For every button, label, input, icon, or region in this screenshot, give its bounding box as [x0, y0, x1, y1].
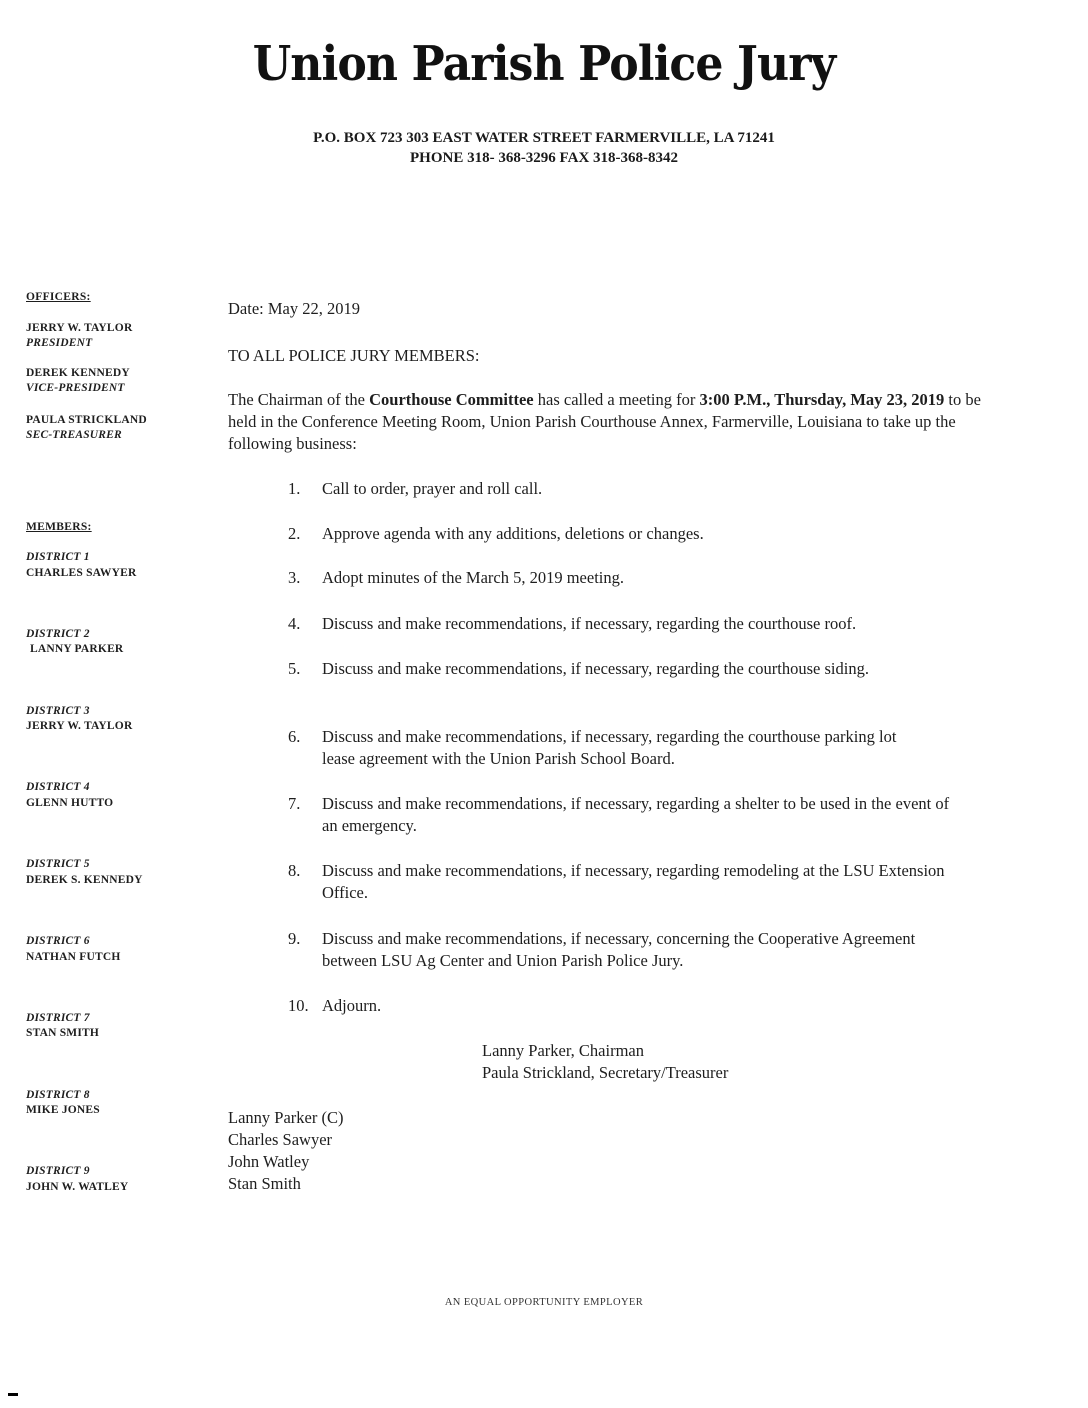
- member-district: DISTRICT 9: [26, 1165, 90, 1177]
- agenda-item: Adjourn.: [322, 996, 382, 1015]
- agenda-number: 1.: [288, 479, 301, 498]
- committee-member: John Watley: [228, 1152, 310, 1171]
- agenda-number: 8.: [288, 861, 301, 880]
- letterhead-phone-fax: PHONE 318- 368-3296 FAX 318-368-8342: [409, 150, 679, 166]
- member-name: DEREK S. KENNEDY: [26, 874, 143, 886]
- committee-member: Lanny Parker (C): [228, 1108, 344, 1127]
- member-district: DISTRICT 8: [26, 1089, 90, 1101]
- letterhead-address: P.O. BOX 723 303 EAST WATER STREET FARMERVILLE, LA 71241: [313, 130, 775, 146]
- member-name: STAN SMITH: [26, 1027, 100, 1039]
- intro-text: has called a meeting for: [533, 390, 700, 409]
- agenda-number: 9.: [288, 929, 301, 948]
- intro-text: The Chairman of the: [228, 390, 370, 409]
- agenda-number: 7.: [288, 794, 301, 813]
- officer-name: JERRY W. TAYLOR: [26, 322, 133, 334]
- committee-member: Stan Smith: [228, 1174, 301, 1193]
- member-name: GLENN HUTTO: [26, 797, 114, 809]
- scan-edge-mark: [8, 1393, 18, 1396]
- footer-equal-opportunity: AN EQUAL OPPORTUNITY EMPLOYER: [444, 1297, 644, 1308]
- member-name: JOHN W. WATLEY: [26, 1181, 129, 1193]
- committee-name: Courthouse Committee: [369, 390, 534, 409]
- signature-secretary: Paula Strickland, Secretary/Treasurer: [482, 1063, 729, 1082]
- officer-title: PRESIDENT: [26, 337, 93, 349]
- agenda-number: 6.: [288, 727, 301, 746]
- member-name: JERRY W. TAYLOR: [26, 720, 133, 732]
- agenda-number: 10.: [288, 996, 309, 1015]
- agenda-item: Discuss and make recommendations, if necessary, regarding the courthouse siding.: [322, 659, 869, 678]
- officer-name: DEREK KENNEDY: [26, 367, 130, 379]
- member-district: DISTRICT 1: [26, 551, 90, 563]
- letterhead-title: Union Parish Police Jury: [252, 36, 836, 92]
- member-name: MIKE JONES: [26, 1104, 100, 1116]
- agenda-number: 3.: [288, 568, 301, 587]
- member-district: DISTRICT 5: [26, 858, 90, 870]
- committee-member: Charles Sawyer: [228, 1130, 333, 1149]
- intro-text: to be held in the Conference Meeting Room, Union Parish Courthouse Annex, Farmerville, Louisiana to take up the following business:: [228, 390, 981, 453]
- agenda-number: 4.: [288, 614, 301, 633]
- agenda-item: Call to order, prayer and roll call.: [322, 479, 543, 498]
- officer-name: PAULA STRICKLAND: [26, 414, 147, 426]
- agenda-item: Approve agenda with any additions, deletions or changes.: [322, 524, 704, 543]
- meeting-time: 3:00 P.M., Thursday, May 23, 2019: [699, 390, 945, 409]
- member-district: DISTRICT 2: [26, 628, 90, 640]
- agenda-number: 5.: [288, 659, 301, 678]
- agenda-item: Discuss and make recommendations, if necessary, regarding a shelter to be used in the event of an emergency.: [322, 794, 950, 835]
- notice-date: Date: May 22, 2019: [228, 299, 360, 318]
- member-name: CHARLES SAWYER: [26, 567, 137, 579]
- member-name: NATHAN FUTCH: [26, 951, 121, 963]
- member-name: LANNY PARKER: [30, 643, 124, 655]
- agenda-item: Adopt minutes of the March 5, 2019 meeting.: [322, 568, 624, 587]
- signature-chairman: Lanny Parker, Chairman: [482, 1041, 644, 1060]
- agenda-item: Discuss and make recommendations, if necessary, concerning the Cooperative Agreement between LSU Ag Center and Union Parish Police Jury.: [322, 929, 916, 970]
- officer-title: SEC-TREASURER: [26, 429, 122, 441]
- member-district: DISTRICT 7: [26, 1012, 90, 1024]
- officers-heading: OFFICERS:: [26, 291, 91, 303]
- member-district: DISTRICT 6: [26, 935, 90, 947]
- agenda-item: Discuss and make recommendations, if necessary, regarding the courthouse roof.: [322, 614, 857, 633]
- salutation: TO ALL POLICE JURY MEMBERS:: [228, 346, 480, 365]
- agenda-item: Discuss and make recommendations, if necessary, regarding remodeling at the LSU Extension Office.: [322, 861, 945, 902]
- notice-intro: [228, 389, 988, 455]
- officer-title: VICE-PRESIDENT: [26, 382, 125, 394]
- member-district: DISTRICT 3: [26, 705, 90, 717]
- agenda-number: 2.: [288, 524, 301, 543]
- members-heading: MEMBERS:: [26, 521, 92, 533]
- member-district: DISTRICT 4: [26, 781, 90, 793]
- agenda-item: Discuss and make recommendations, if necessary, regarding the courthouse parking lot lease agreement with the Union Parish School Board.: [322, 727, 897, 768]
